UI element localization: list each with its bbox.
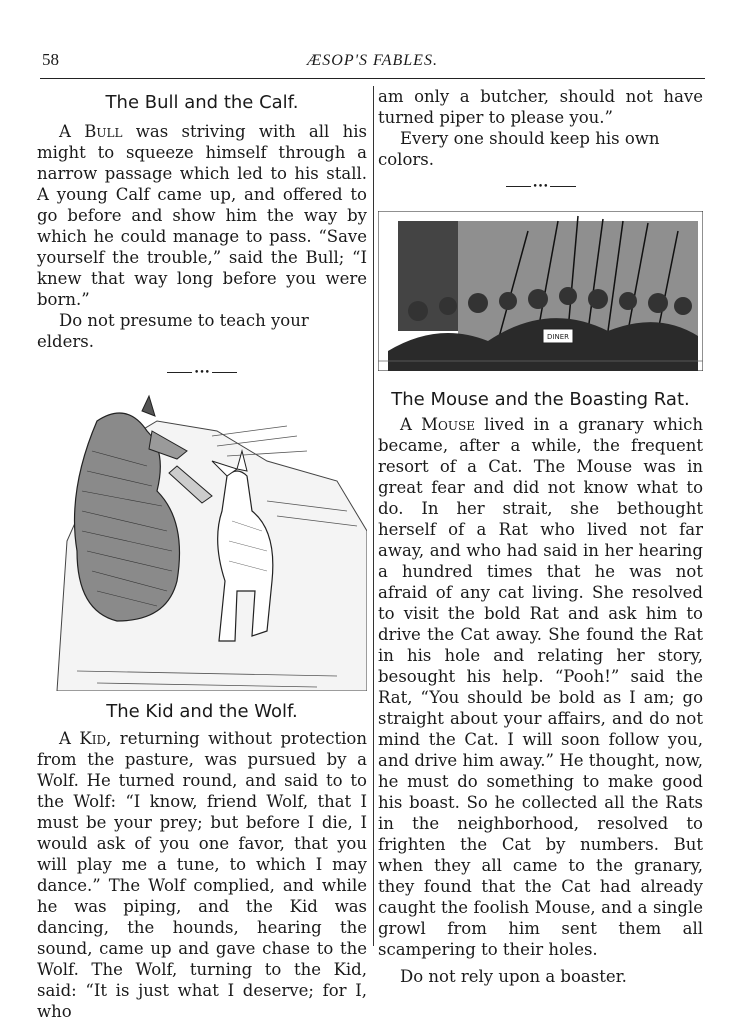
wolf-piping-kid-dancing-image: [37, 391, 367, 691]
illustration-wolf-kid: [37, 391, 367, 691]
ornament-divider: [506, 186, 576, 193]
body-text: lived in a granary which became, after a while, the frequent resort of a Cat. The Mouse was in great fear and did not know what to do. In her strait, she bethought herself of a Rat who lived not far away, and who had said in her hearing a hundred times that he was not afraid of any cat living. She resolved to visit the bold Rat and ask him to drive the Cat away. She found the Rat in his hole and relating her story, besought his help. “Pooh!” said the Rat, “You should be bold as I am; go straight about your affairs, and do not mind the Cat. I will soon follow you, and drive him away.” He thought, now, he must do something to make good his boast. So he collected all the Rats in the neighborhood, resolved to frighten the Cat by numbers. But when they all came to the granary, they found that the Cat had already caught the foolish Mouse, and a single growl from him sent them all scampering to their holes.: [378, 415, 703, 959]
left-column: [37, 86, 367, 1022]
body-text: , returning without protection from the pasture, was pursued by a Wolf. He turned round, and said to to the Wolf: “I know, friend Wolf, that I must be your prey; but before I die, I would ask of you one favor, that you will play me a tune, to which I may dance.” The Wolf complied, and while he was piping, and the Kid was dancing, the hounds, hearing the sound, came up and gave chase to the Wolf. The Wolf, turning to the Kid, said: “It is just what I deserve; for I, who: [37, 729, 367, 1021]
lead-word: Mouse: [421, 415, 475, 434]
moral-bull-calf: Do not presume to teach your elders.: [37, 311, 309, 351]
lead-article: A: [400, 415, 422, 434]
story-title-kid-wolf: The Kid and the Wolf.: [106, 701, 298, 722]
rats-crowd-image: [378, 211, 703, 371]
rat-sign-text: DINER: [547, 333, 569, 341]
body-text: was striving with all his might to squeeze himself through a narrow passage which led to his stall. A young Calf came up, and offered to go before and show him the way by which he could manage to pass. “Save yourself the trouble,” said the Bull; “I knew that way long before you were born.”: [37, 122, 367, 309]
lead-word: Kid: [79, 729, 107, 748]
story-title-bull-calf: The Bull and the Calf.: [105, 92, 299, 113]
story-body-mouse-rat: [378, 414, 703, 960]
moral-kid-wolf: Every one should keep his own colors.: [378, 129, 660, 169]
lead-article: A: [59, 122, 85, 141]
ornament-divider: [167, 372, 237, 379]
lead-article: A: [59, 729, 80, 748]
column-divider: [373, 86, 374, 946]
story-body-kid-wolf-continued: am only a butcher, should not have turned piper to please you.”: [378, 87, 703, 127]
running-title: ÆSOP'S FABLES.: [307, 52, 438, 69]
moral-mouse-rat: Do not rely upon a boaster.: [400, 967, 627, 986]
story-body-bull-calf: [37, 121, 367, 310]
right-column: [378, 86, 703, 987]
lead-word: Bull: [84, 122, 123, 141]
header-rule: [40, 78, 705, 79]
page-number: 58: [42, 50, 59, 69]
illustration-rats: [378, 211, 703, 371]
story-title-mouse-rat: The Mouse and the Boasting Rat.: [391, 389, 690, 410]
story-body-kid-wolf: [37, 728, 367, 1022]
